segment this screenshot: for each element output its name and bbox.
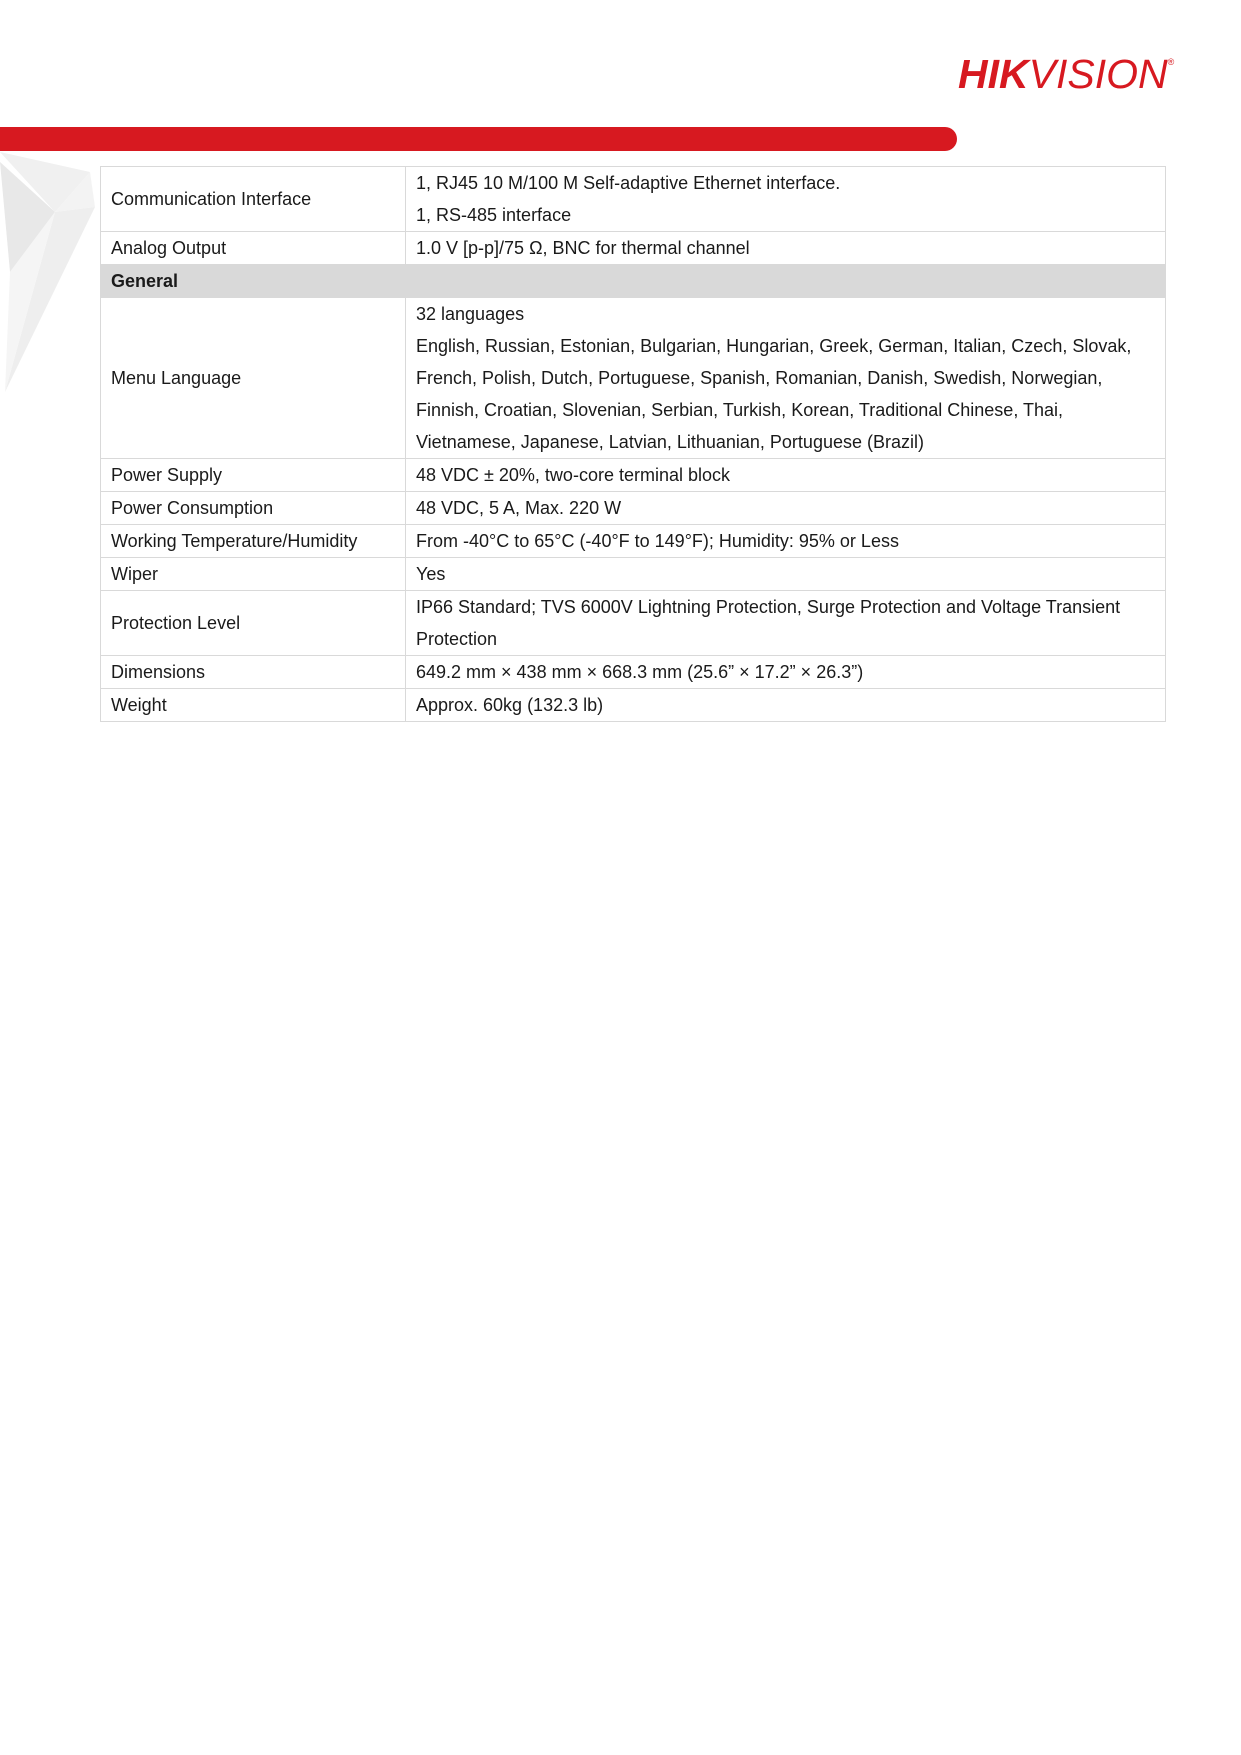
spec-label: Dimensions (101, 656, 406, 689)
spec-label: Communication Interface (101, 167, 406, 232)
spec-row (101, 656, 1166, 689)
spec-value (406, 298, 1166, 459)
spec-row (101, 298, 1166, 459)
watermark-graphic (0, 152, 95, 392)
spec-label: Analog Output (101, 232, 406, 265)
spec-value-line: French, Polish, Dutch, Portuguese, Spanish, Romanian, Danish, Swedish, Norwegian, (416, 368, 1103, 388)
spec-row (101, 232, 1166, 265)
logo-text-hik: HIK (958, 51, 1029, 97)
registered-mark: ® (1167, 57, 1175, 67)
spec-value (406, 689, 1166, 722)
spec-value (406, 558, 1166, 591)
spec-table (100, 166, 1166, 722)
spec-value (406, 167, 1166, 232)
section-heading: General (101, 265, 1166, 298)
spec-row (101, 525, 1166, 558)
section-row (101, 265, 1166, 298)
spec-value-line: 32 languages (416, 304, 525, 324)
spec-value-line: 1, RS-485 interface (416, 205, 572, 225)
spec-row (101, 591, 1166, 656)
spec-value (406, 492, 1166, 525)
spec-value-line: Yes (416, 564, 446, 584)
spec-row (101, 689, 1166, 722)
spec-label: Menu Language (101, 298, 406, 459)
spec-value-line: 48 VDC ± 20%, two-core terminal block (416, 465, 730, 485)
spec-value-line: 1.0 V [p-p]/75 Ω, BNC for thermal channel (416, 238, 750, 258)
spec-row (101, 492, 1166, 525)
spec-label: Power Supply (101, 459, 406, 492)
spec-value-line: 48 VDC, 5 A, Max. 220 W (416, 498, 622, 518)
spec-value (406, 656, 1166, 689)
spec-label: Working Temperature/Humidity (101, 525, 406, 558)
spec-value-line: 1, RJ45 10 M/100 M Self-adaptive Ethernet interface. (416, 173, 841, 193)
hikvision-logo (958, 51, 1175, 97)
spec-label: Weight (101, 689, 406, 722)
spec-label: Protection Level (101, 591, 406, 656)
spec-value (406, 525, 1166, 558)
header-red-bar (0, 127, 957, 151)
spec-value (406, 591, 1166, 656)
logo-text-vision: VISION (1028, 51, 1168, 97)
spec-value-line: Protection (416, 629, 498, 649)
spec-value (406, 459, 1166, 492)
spec-value-line: From -40°C to 65°C (-40°F to 149°F); Humidity: 95% or Less (416, 531, 899, 551)
spec-value-line: IP66 Standard; TVS 6000V Lightning Protection, Surge Protection and Voltage Transient (416, 597, 1121, 617)
spec-row (101, 558, 1166, 591)
spec-label: Wiper (101, 558, 406, 591)
spec-value-line: 649.2 mm × 438 mm × 668.3 mm (25.6” × 17.2” × 26.3”) (416, 662, 864, 682)
spec-value (406, 232, 1166, 265)
spec-label: Power Consumption (101, 492, 406, 525)
spec-value-line: Finnish, Croatian, Slovenian, Serbian, Turkish, Korean, Traditional Chinese, Thai, (416, 400, 1064, 420)
spec-value-line: Vietnamese, Japanese, Latvian, Lithuanian, Portuguese (Brazil) (416, 432, 924, 452)
spec-value-line: Approx. 60kg (132.3 lb) (416, 695, 604, 715)
spec-row (101, 167, 1166, 232)
spec-row (101, 459, 1166, 492)
spec-value-line: English, Russian, Estonian, Bulgarian, Hungarian, Greek, German, Italian, Czech, Slovak, (416, 336, 1132, 356)
